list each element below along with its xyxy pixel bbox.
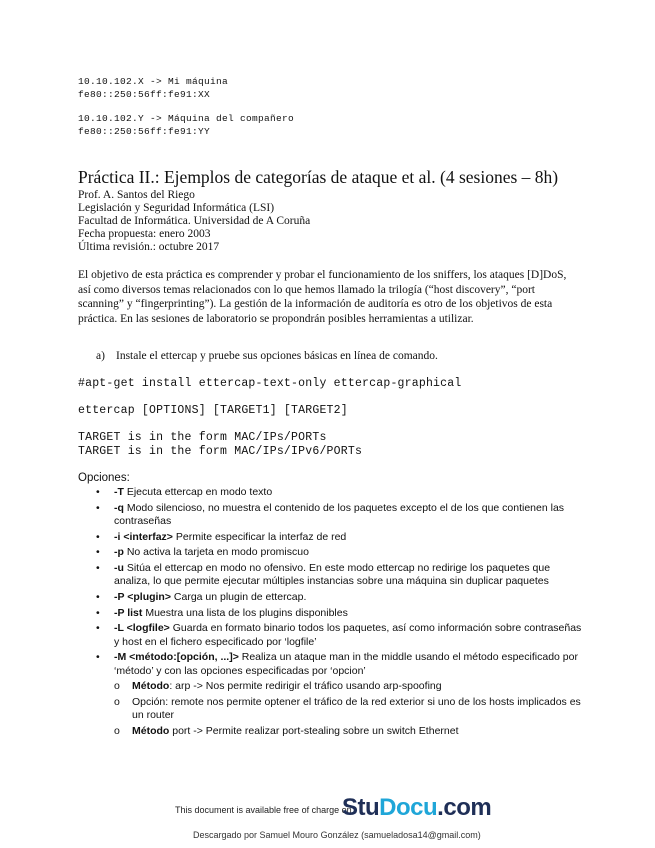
option-desc: Realiza un ataque man in the middle usando el método especificado por ‘método’ y con las opciones especificadas por ‘opcion’ (114, 651, 578, 677)
list-item (96, 562, 586, 589)
command-target-format: TARGET is in the form MAC/IPs/PORTs (78, 431, 327, 444)
suboption-desc: port -> Permite realizar port-stealing sobre un switch Ethernet (169, 725, 459, 738)
option-desc: Permite especificar la interfaz de red (172, 530, 347, 543)
options-title: Opciones: (78, 472, 130, 484)
address-line-mine: 10.10.102.X -> Mi máquina (78, 76, 229, 87)
address-ipv6-partner: fe80::250:56ff:fe91:YY (78, 126, 211, 137)
bullet-icon: • (96, 501, 100, 514)
sub-bullet-icon: o (114, 696, 120, 709)
bullet-icon: • (96, 606, 100, 619)
option-flag: -i <interfaz> (114, 530, 173, 543)
option-flag: -P list (114, 606, 143, 619)
option-flag: -P <plugin> (114, 591, 171, 604)
list-item (96, 546, 586, 559)
list-item (96, 651, 586, 678)
option-flag: -M <método:[opción, ...]> (114, 651, 239, 664)
address-ipv6-mine: fe80::250:56ff:fe91:XX (78, 89, 211, 100)
meta-course: Legislación y Seguridad Informática (LSI) (78, 202, 275, 214)
list-item (96, 622, 586, 649)
sub-list-item (96, 725, 586, 738)
logo-part-com: .com (437, 794, 492, 821)
command-usage: ettercap [OPTIONS] [TARGET1] [TARGET2] (78, 404, 348, 417)
option-flag: -u (114, 562, 124, 575)
option-desc: Muestra una lista de los plugins disponibles (142, 606, 348, 619)
option-desc: Carga un plugin de ettercap. (170, 591, 307, 604)
meta-last-revision: Última revisión.: octubre 2017 (78, 241, 220, 253)
bullet-icon: • (96, 546, 100, 559)
bullet-icon: • (96, 562, 100, 575)
sub-bullet-icon: o (114, 725, 120, 738)
command-install: #apt-get install ettercap-text-only ettercap-graphical (78, 377, 462, 390)
option-flag: -p (114, 546, 124, 559)
suboption-desc: Opción: remote nos permite optener el tráfico de la red exterior si uno de los hosts implicados es un router (132, 696, 581, 722)
list-item (96, 591, 586, 604)
command-target-format-ipv6: TARGET is in the form MAC/IPs/IPv6/PORTs (78, 445, 363, 458)
option-flag: -q (114, 501, 124, 514)
meta-professor: Prof. A. Santos del Riego (78, 189, 195, 201)
option-flag: -T (114, 486, 124, 498)
option-desc: Guarda en formato binario todos los paquetes, así como información sobre contraseñas y host en el fichero especificado por ‘logfile’ (114, 622, 582, 648)
step-item (96, 350, 438, 362)
option-desc: Ejecuta ettercap en modo texto (123, 486, 273, 498)
suboption-flag: Método (132, 680, 170, 693)
sub-bullet-icon: o (114, 680, 120, 693)
sub-list-item (96, 696, 586, 723)
meta-proposed-date: Fecha propuesta: enero 2003 (78, 228, 211, 240)
list-item (96, 502, 586, 529)
address-line-partner: 10.10.102.Y -> Máquina del compañero (78, 113, 295, 124)
step-text: Instale el ettercap y pruebe sus opciones básicas en línea de comando. (116, 350, 438, 362)
option-desc: No activa la tarjeta en modo promiscuo (123, 546, 309, 559)
sub-list-item (96, 680, 586, 693)
list-item (96, 607, 586, 620)
logo-part-stu: Stu (342, 794, 380, 821)
bullet-icon: • (96, 651, 100, 664)
bullet-icon: • (96, 622, 100, 635)
intro-paragraph (78, 268, 578, 326)
bullet-icon: • (96, 486, 100, 498)
bullet-icon: • (96, 591, 100, 604)
footer-downloaded-by: Descargado por Samuel Mouro González (samueladosa14@gmail.com) (193, 830, 481, 840)
bullet-icon: • (96, 530, 100, 543)
page-title: Práctica II.: Ejemplos de categorías de ataque et al. (4 sesiones – 8h) (78, 167, 559, 187)
option-desc: Sitúa el ettercap en modo no ofensivo. En este modo ettercap no redirige los paquetes que analiza, lo que permite ejecutar múltiples instancias sobre una máquina sin duplicar paquetes (114, 562, 551, 588)
studocu-logo[interactable] (342, 794, 491, 822)
intro-text: El objetivo de esta práctica es comprender y probar el funcionamiento de los sniffers, los ataques [D]DoS, así como diversos temas relacionados con lo que hemos llamado la trilogía (“host discovery”, “port scanning” y “fingerprinting”). La gestión de la información de auditoría es otro de los objetivos de esta práctica. En las sesiones de laboratorio se propondrán posibles herramientas a utilizar. (78, 269, 567, 325)
suboption-desc: : arp -> Nos permite redirigir el tráfico usando arp-spoofing (169, 680, 442, 693)
footer-available-text: This document is available free of charge on (175, 805, 352, 815)
options-list (96, 486, 586, 741)
option-desc: Modo silencioso, no muestra el contenido de los paquetes excepto el de los que contienen las contraseñas (114, 501, 565, 527)
step-label: a) (96, 350, 105, 362)
suboption-flag: Método (132, 725, 170, 738)
option-flag: -L <logfile> (114, 622, 170, 635)
logo-part-docu: Docu (379, 794, 438, 821)
list-item (96, 486, 586, 499)
meta-faculty: Facultad de Informática. Universidad de A Coruña (78, 215, 311, 227)
list-item (96, 531, 586, 544)
